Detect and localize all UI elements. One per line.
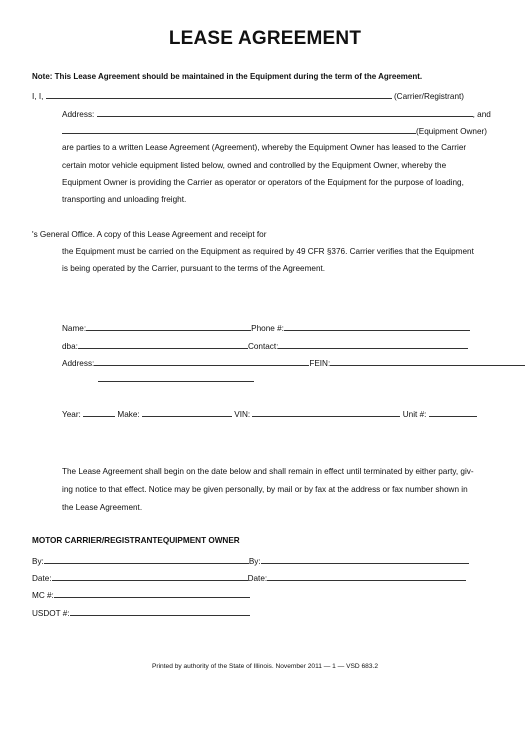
equipment-owner-label: (Equipment Owner) (416, 127, 487, 136)
note-text: Note: This Lease Agreement should be maintained in the Equipment during the term of the Agreement. (32, 72, 423, 81)
year-field[interactable] (83, 408, 115, 417)
intro-para-line-2: certain motor vehicle equipment listed below, owned and controlled by the Equipment Owner, whereby the (62, 161, 447, 170)
date-row (32, 572, 466, 584)
fein-label: FEIN: (309, 359, 331, 368)
carrier-registrant-label: (Carrier/Registrant) (393, 92, 464, 101)
and-text: , and (472, 110, 491, 119)
carrier-by-label: By: (32, 557, 44, 566)
mc-field[interactable] (54, 589, 250, 598)
intro-address-line (62, 108, 491, 120)
carrier-name-field[interactable] (46, 90, 392, 99)
unit-label: Unit #: (402, 410, 427, 419)
unit-field[interactable] (429, 408, 477, 417)
by-row (32, 555, 469, 567)
dba-field[interactable] (78, 340, 248, 349)
carrier-address-field[interactable] (97, 108, 473, 117)
phone-label: Phone #: (251, 324, 284, 333)
dba-row (62, 340, 468, 352)
owner-date-field[interactable] (267, 572, 466, 581)
address-continuation-row (98, 373, 254, 385)
carrier-by-field[interactable] (44, 555, 249, 564)
vehicle-row (62, 408, 477, 420)
intro-line-1 (32, 90, 464, 102)
owner-date-label: Date: (247, 574, 268, 583)
intro-para-line-1: are parties to a written Lease Agreement (Agreement), whereby the Equipment Owner has leased to the Carrier (62, 143, 467, 152)
owner-by-field[interactable] (261, 555, 469, 564)
owner-by-label: By: (248, 557, 261, 566)
make-label: Make: (117, 410, 140, 419)
dba-label: dba: (62, 342, 78, 351)
page-title: LEASE AGREEMENT (168, 28, 362, 49)
contact-label: Contact: (247, 342, 279, 351)
fein-field[interactable] (330, 357, 525, 366)
carrier-date-field[interactable] (52, 572, 248, 581)
intro-para-line-3: Equipment Owner is providing the Carrier as operator or operators of the Equipment for the purpose of loading, (62, 178, 464, 187)
office-line-2: the Equipment must be carried on the Equipment as required by 49 CFR §376. Carrier verifies that the Equipment (62, 247, 474, 256)
terms-line-3: the Lease Agreement. (62, 503, 143, 512)
usdot-field[interactable] (70, 607, 250, 616)
footer-text: Printed by authority of the State of Illinois. November 2011 — 1 — VSD 683.2 (151, 663, 379, 670)
contact-field[interactable] (278, 340, 468, 349)
terms-line-1: The Lease Agreement shall begin on the date below and shall remain in effect until terminated by either party, giv- (62, 467, 474, 476)
address-row (62, 357, 525, 369)
owner-address-field[interactable] (94, 357, 309, 366)
mc-row (32, 589, 250, 601)
carrier-date-label: Date: (32, 574, 52, 583)
name-label: Name: (62, 324, 87, 333)
i-prefix: I, I, (32, 92, 44, 101)
terms-line-2: ing notice to that effect. Notice may be given personally, by mail or by fax at the address or fax number shown in (62, 485, 468, 494)
usdot-label: USDOT #: (32, 609, 70, 618)
name-row (62, 322, 470, 334)
vin-field[interactable] (252, 408, 400, 417)
mc-label: MC #: (32, 591, 54, 600)
year-label: Year: (62, 410, 81, 419)
make-field[interactable] (142, 408, 232, 417)
equipment-owner-field[interactable] (62, 125, 416, 134)
owner-address-label: Address: (62, 359, 95, 368)
equipment-owner-line (62, 125, 487, 137)
phone-field[interactable] (284, 322, 470, 331)
office-line-3: is being operated by the Carrier, pursuant to the terms of the Agreement. (62, 264, 326, 273)
address-label: Address: (62, 110, 95, 119)
office-line-1: 's General Office. A copy of this Lease Agreement and receipt for (32, 230, 267, 239)
vin-label: VIN: (234, 410, 251, 419)
usdot-row (32, 607, 250, 619)
signature-heading: MOTOR CARRIER/REGISTRANTEQUIPMENT OWNER (32, 536, 240, 545)
intro-para-line-4: transporting and unloading freight. (62, 195, 187, 204)
owner-address-field-2[interactable] (98, 373, 254, 382)
name-field[interactable] (86, 322, 251, 331)
